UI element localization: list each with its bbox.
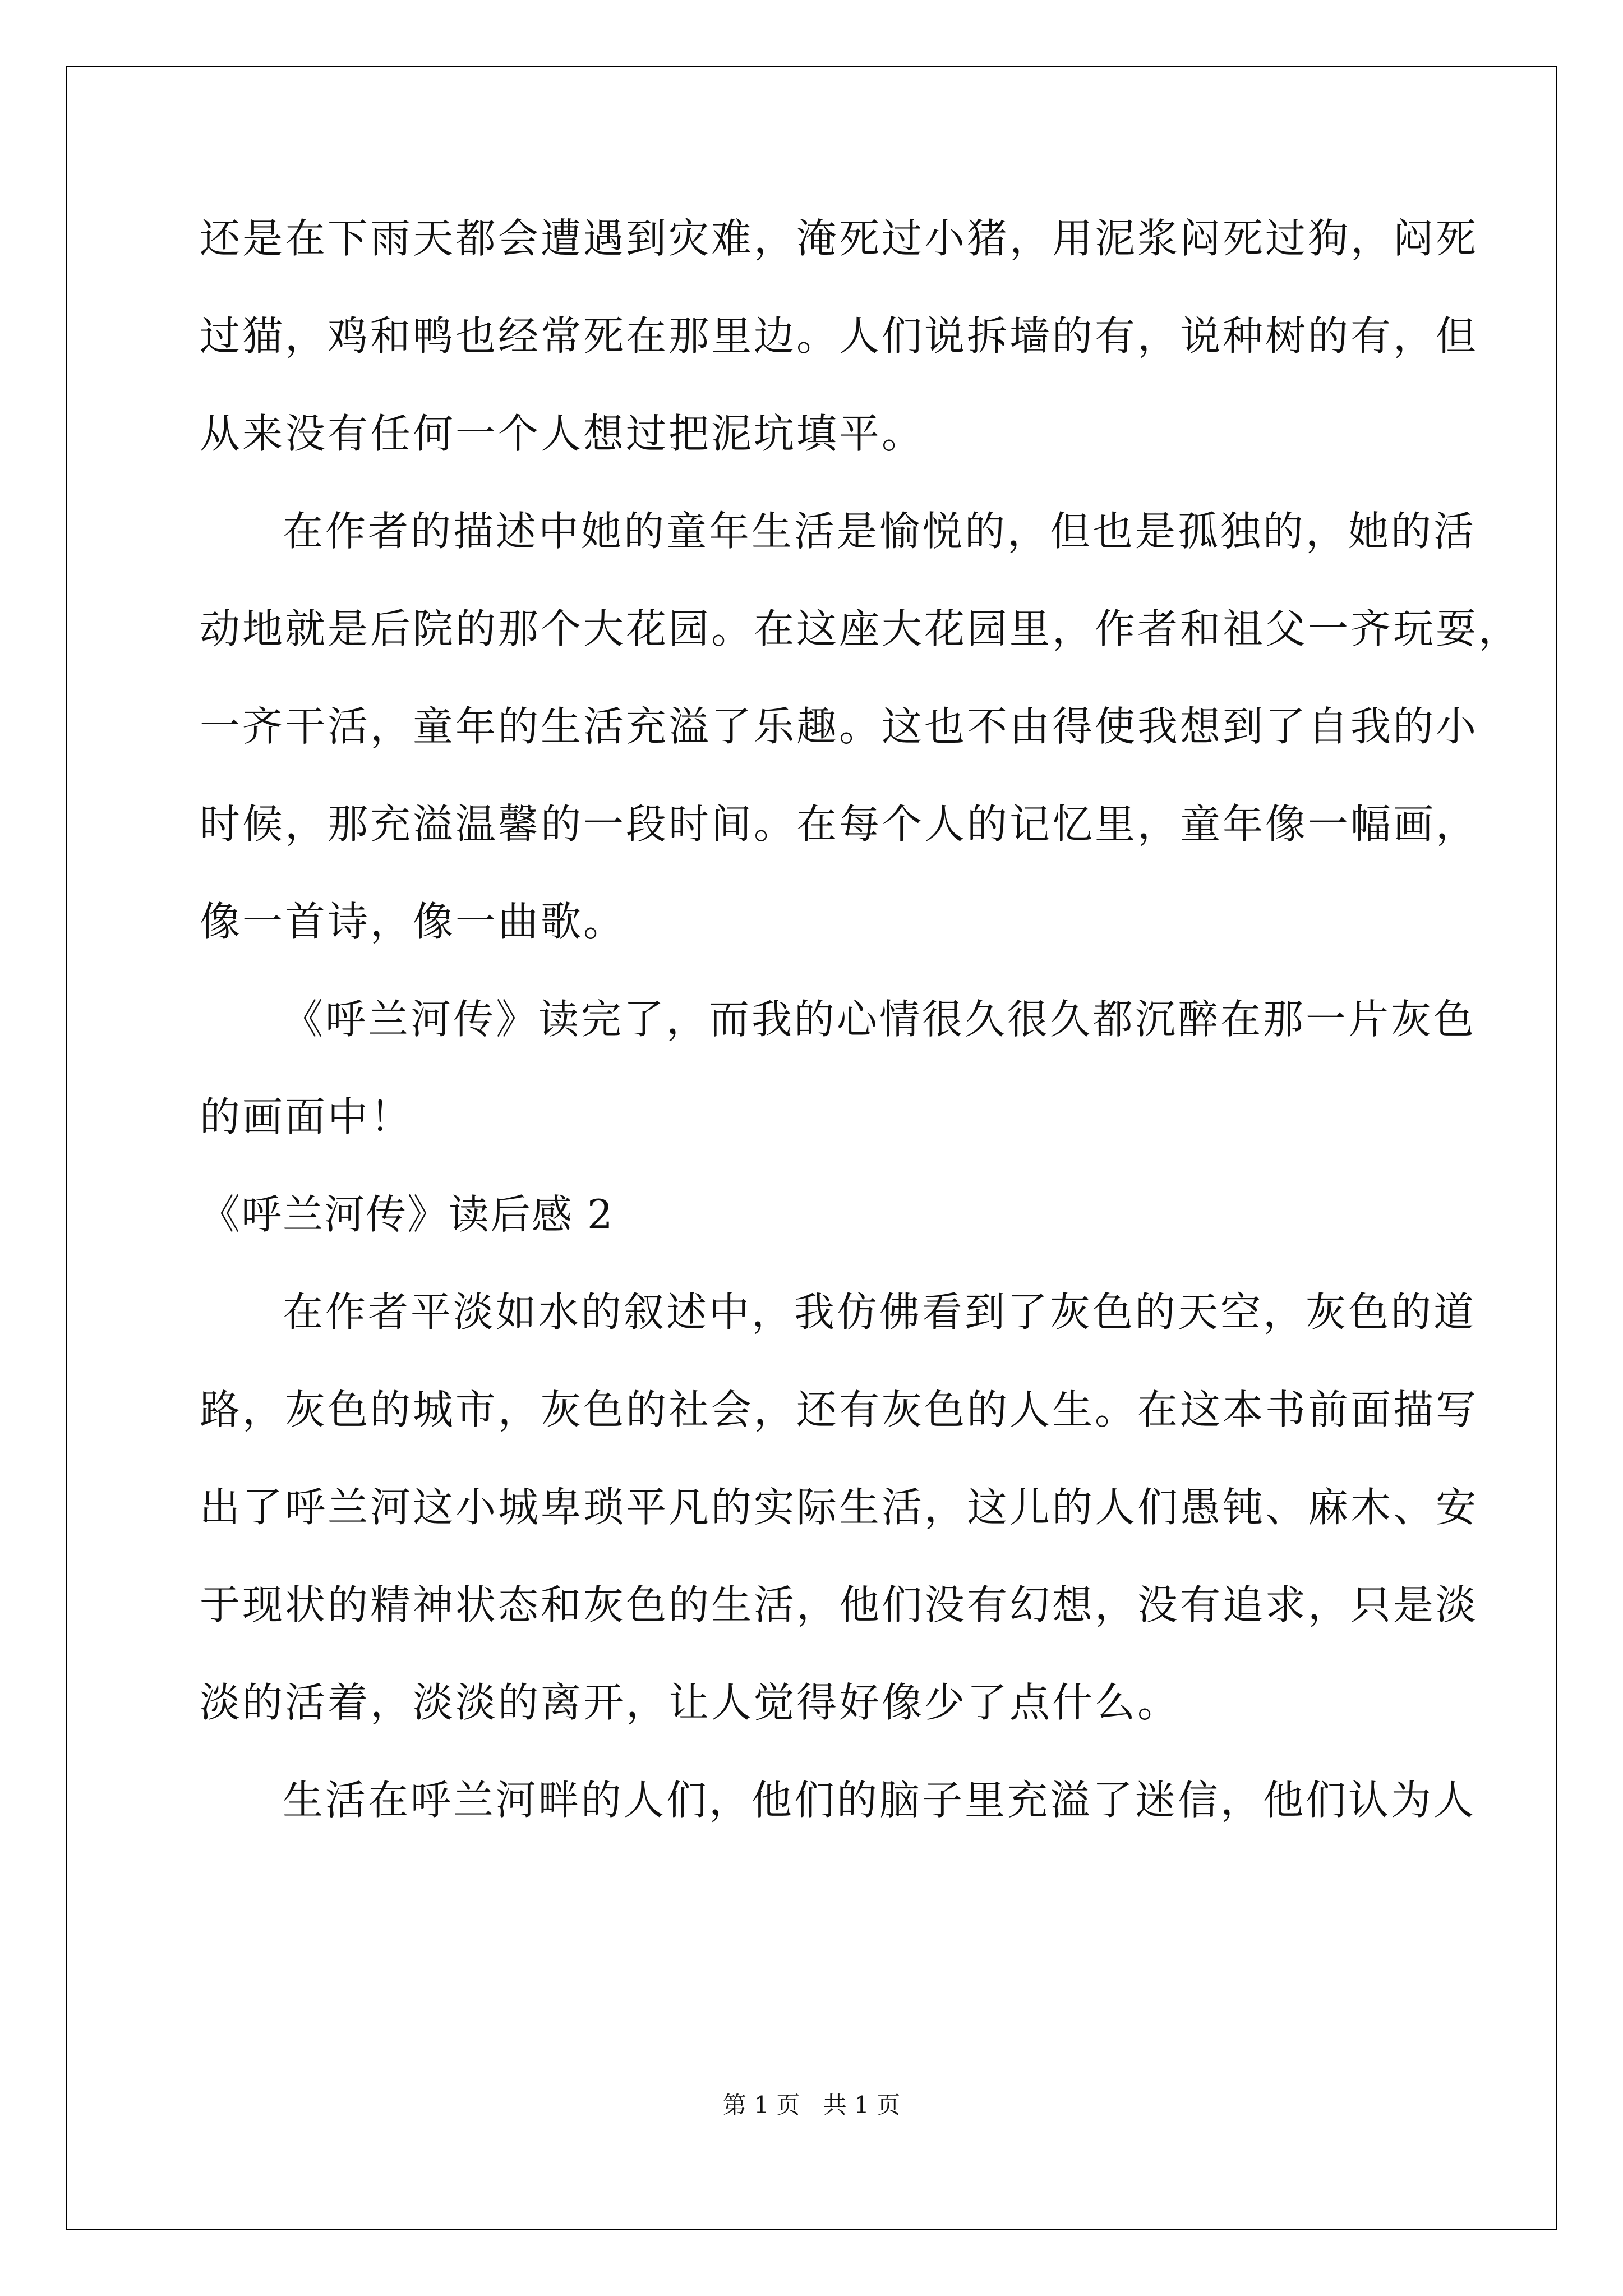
- text-line: 淡的活着，淡淡的离开，让人觉得好像少了点什么。: [200, 1679, 1181, 1726]
- section-heading: 《呼兰河传》读后感 2: [200, 1191, 614, 1238]
- text-line: 于现状的精神状态和灰色的生活，他们没有幻想，没有追求，只是淡: [200, 1581, 1479, 1628]
- text-line: 在作者的描述中她的童年生活是愉悦的，但也是孤独的，她的活: [283, 508, 1477, 555]
- text-line: 的画面中！: [200, 1093, 413, 1140]
- text-line: 出了呼兰河这小城卑琐平凡的实际生活，这儿的人们愚钝、麻木、安: [200, 1484, 1479, 1531]
- text-line: 从来没有任何一个人想过把泥坑填平。: [200, 410, 925, 457]
- page-total: 共 1 页: [823, 2091, 901, 2119]
- text-line: 路，灰色的城市，灰色的社会，还有灰色的人生。在这本书前面描写: [200, 1386, 1479, 1433]
- text-line: 还是在下雨天都会遭遇到灾难，淹死过小猪，用泥浆闷死过狗，闷死: [200, 215, 1479, 262]
- text-line: 一齐干活，童年的生活充溢了乐趣。这也不由得使我想到了自我的小: [200, 703, 1479, 750]
- document-body: [200, 210, 1521, 1870]
- page-number: 第 1 页: [722, 2091, 800, 2119]
- text-line: 动地就是后院的那个大花园。在这座大花园里，作者和祖父一齐玩耍，: [200, 605, 1521, 652]
- text-line: 过猫，鸡和鸭也经常死在那里边。人们说拆墙的有，说种树的有，但: [200, 312, 1479, 360]
- text-line: 生活在呼兰河畔的人们，他们的脑子里充溢了迷信，他们认为人: [283, 1777, 1477, 1824]
- text-line: 像一首诗，像一曲歌。: [200, 898, 626, 945]
- page-footer: [0, 2087, 1623, 2120]
- text-line: 《呼兰河传》读完了，而我的心情很久很久都沉醉在那一片灰色: [283, 996, 1477, 1043]
- text-line: 在作者平淡如水的叙述中，我仿佛看到了灰色的天空，灰色的道: [283, 1289, 1477, 1336]
- text-line: 时候，那充溢温馨的一段时间。在每个人的记忆里，童年像一幅画，: [200, 800, 1479, 848]
